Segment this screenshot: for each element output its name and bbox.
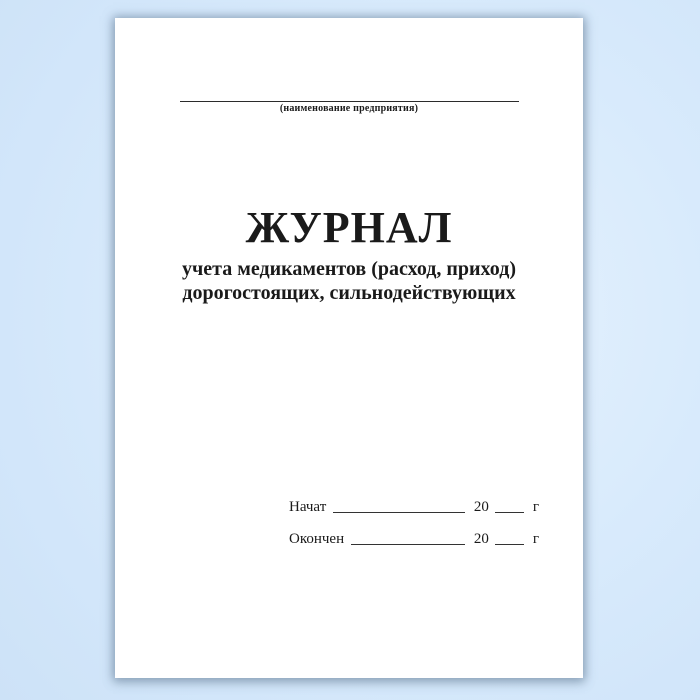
started-year-suffix: г xyxy=(532,499,539,515)
organization-name-blank-line xyxy=(180,101,519,102)
started-year-prefix: 20 xyxy=(473,499,489,515)
finished-year-suffix: г xyxy=(532,531,539,547)
started-date-blank-line xyxy=(333,512,465,513)
finished-label: Окончен xyxy=(289,531,345,547)
field-row-started xyxy=(289,496,539,516)
journal-subtitle-line1: учета медикаментов (расход, приход) xyxy=(182,258,516,280)
started-label: Начат xyxy=(289,499,327,515)
finished-year-prefix: 20 xyxy=(473,531,489,547)
finished-year-blank-line xyxy=(495,544,524,545)
started-year-blank-line xyxy=(495,512,524,513)
date-fields-block xyxy=(289,496,539,560)
journal-subtitle-line2: дорогостоящих, сильнодействующих xyxy=(182,282,516,304)
field-row-finished xyxy=(289,528,539,548)
finished-date-blank-line xyxy=(351,544,465,545)
title-block xyxy=(115,202,583,305)
journal-cover-page xyxy=(115,18,583,678)
organization-name-caption: (наименование предприятия) xyxy=(279,103,419,114)
journal-title: ЖУРНАЛ xyxy=(245,203,453,252)
organization-name-block xyxy=(115,101,583,114)
